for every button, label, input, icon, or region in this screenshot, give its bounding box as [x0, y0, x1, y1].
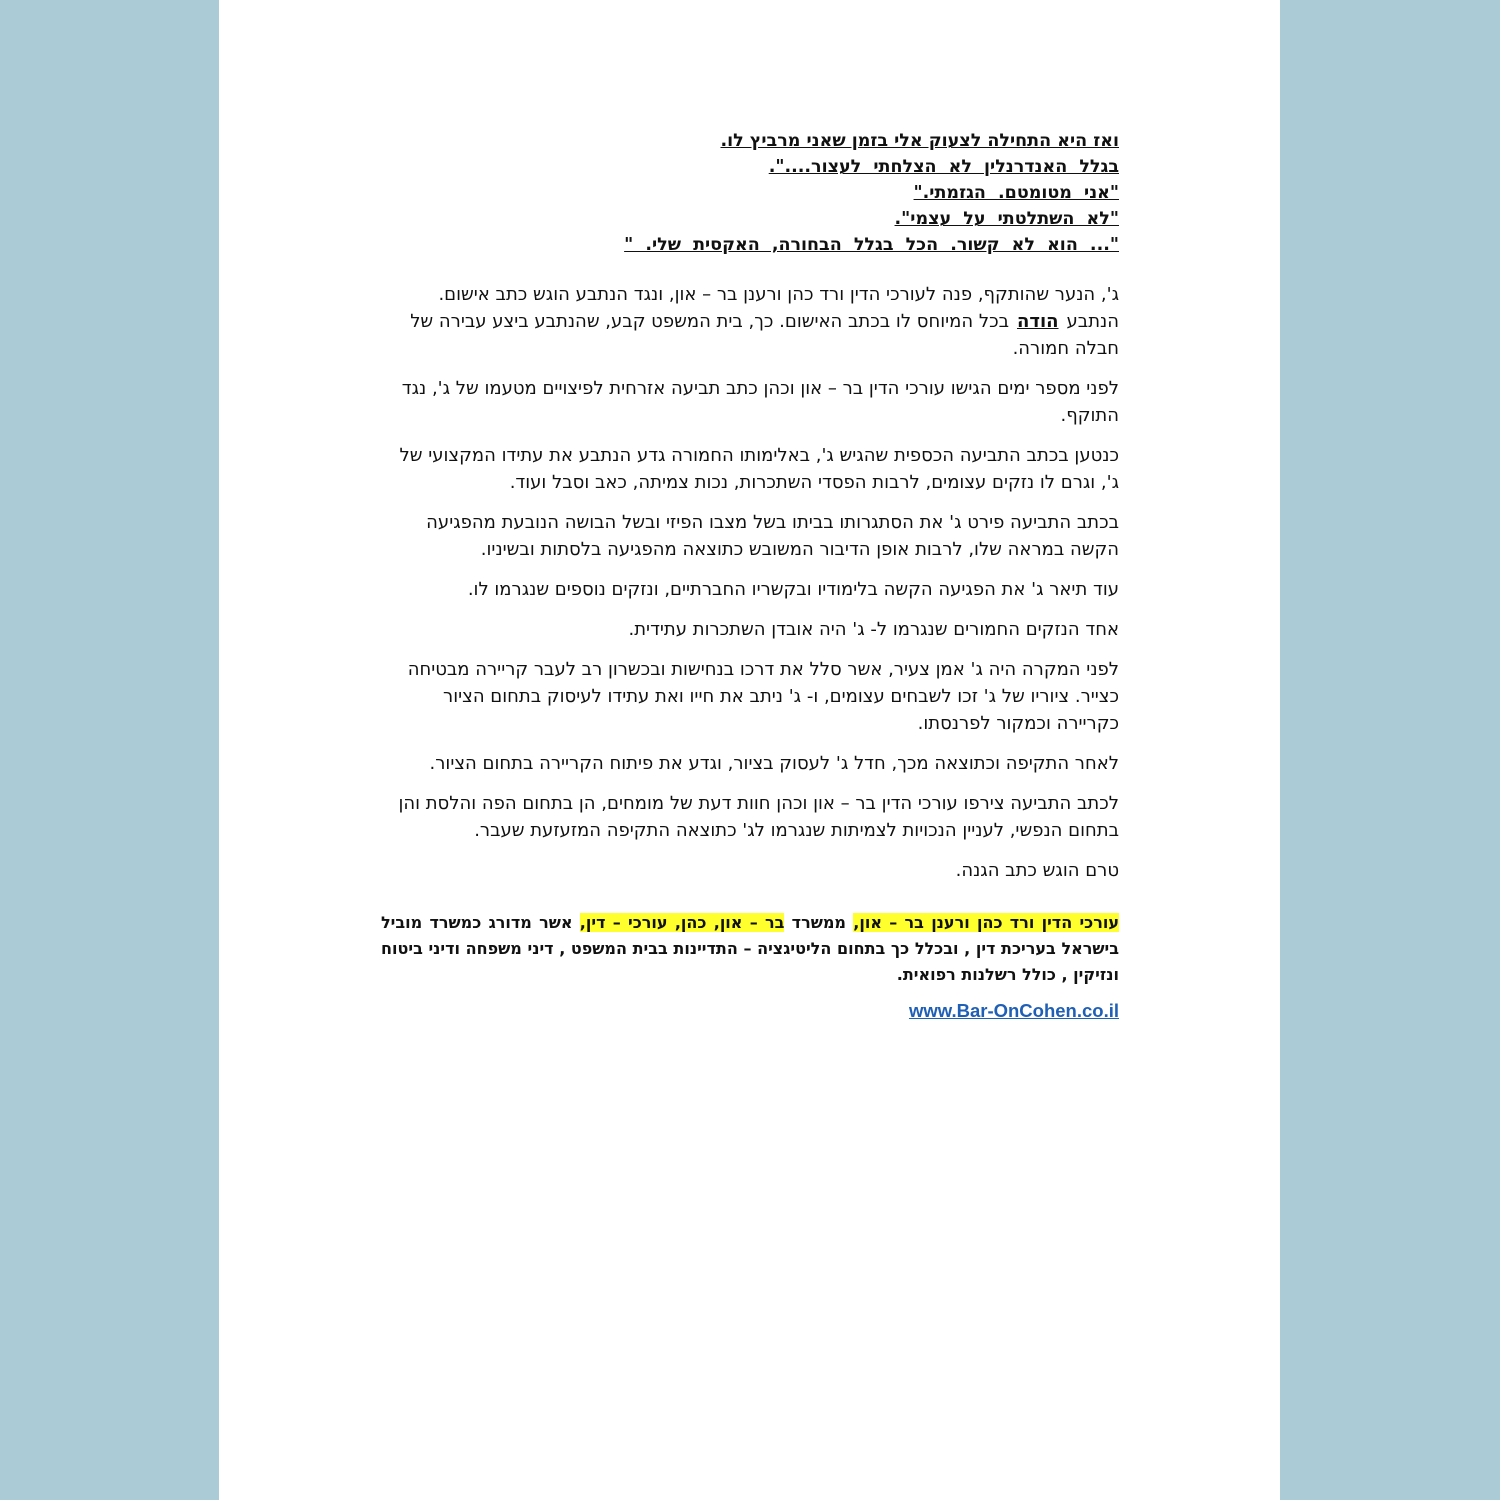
quote-line: "אני מטומטם. הגזמתי." — [913, 183, 1119, 203]
paragraph: אחד הנזקים החמורים שנגרמו ל- ג' היה אובדן השתכרות עתידית. — [628, 619, 1119, 640]
from-office-text: ממשרד — [791, 913, 846, 932]
quote-line: "... הוא לא קשור. הכל בגלל הבחורה, האקסית שלי. " — [624, 235, 1119, 255]
document-page — [219, 0, 1280, 1500]
paragraph: לפני מספר ימים הגישו עורכי הדין בר – און וכהן כתב תביעה אזרחית לפיצויים מטעמו של ג', נגד התוקף. — [401, 378, 1119, 426]
paragraph-text: ג', הנער שהותקף, פנה לעורכי הדין ורד כהן ורענן בר – און, ונגד הנתבע הוגש כתב אישום. הנתבע — [438, 284, 1119, 332]
quote-line: בגלל האנדרנלין לא הצלחתי לעצור....". — [768, 157, 1119, 177]
paragraph: בכתב התביעה פירט ג' את הסתגרותו בביתו בשל מצבו הפיזי ובשל הבושה הנובעת מהפגיעה הקשה במראה שלו, לרבות אופן הדיבור המשובש כתוצאה מהפגיעה בלסתות ובשיניו. — [426, 512, 1119, 560]
confessed-word: הודה — [1017, 311, 1059, 332]
paragraph: כנטען בכתב התביעה הכספית שהגיש ג', באלימותו החמורה גדע הנתבע את עתידו המקצועי של ג', וגרם לו נזקים עצומים, לרבות הפסדי השתכרות, נכות צמיתה, כאב וסבל ועוד. — [399, 445, 1119, 493]
paragraph-text: בכל המיוחס לו בכתב האישום. כך, בית המשפט קבע, שהנתבע ביצע עבירה של חבלה חמורה. — [410, 311, 1119, 359]
quote-block — [381, 128, 1119, 258]
website-link[interactable]: www.Bar-OnCohen.co.il — [908, 1000, 1119, 1021]
firm-credit — [381, 910, 1119, 988]
paragraph: טרם הוגש כתב הגנה. — [955, 860, 1119, 881]
paragraph: לאחר התקיפה וכתוצאה מכך, חדל ג' לעסוק בציור, וגדע את פיתוח הקריירה בתחום הציור. — [429, 753, 1119, 774]
paragraph: לפני המקרה היה ג' אמן צעיר, אשר סלל את דרכו בנחישות ובכשרון רב לעבר קריירה מבטיחה כצייר. ציוריו של ג' זכו לשבחים עצומים, ו- ג' ניתב את חייו ואת עתידו לעיסוק בתחום הציור כקריירה וכמקור לפרנסתו. — [407, 659, 1119, 734]
firm-name-highlight: בר – און, כהן, עורכי – דין, — [579, 913, 785, 932]
paragraph: עוד תיאר ג' את הפגיעה הקשה בלימודיו ובקשריו החברתיים, ונזקים נוספים שנגרמו לו. — [467, 579, 1119, 600]
website-line — [381, 1000, 1119, 1022]
quote-line: ואז היא התחילה לצעוק אלי בזמן שאני מרביץ לו. — [720, 131, 1119, 151]
paragraph-indictment — [381, 281, 1119, 362]
article-body — [381, 128, 1119, 1022]
paragraph: לכתב התביעה צירפו עורכי הדין בר – און וכהן חוות דעת של מומחים, הן בתחום הפה והלסת והן בתחום הנפשי, לעניין הנכויות לצמיתות שנגרמו לג' כתוצאה התקיפה המזעזעת שעבר. — [398, 793, 1119, 841]
lawyers-names-highlight: עורכי הדין ורד כהן ורענן בר – און, — [853, 913, 1120, 932]
firm-description: אשר מדורג כמשרד מוביל בישראל בעריכת דין , ובכלל כך בתחום הליטיגציה – התדיינות בבית המשפט , דיני משפחה ודיני ביטוח ונזיקין , כולל רשלנות רפואית. — [381, 913, 1119, 984]
quote-line: "לא השתלטתי על עצמי". — [894, 209, 1119, 229]
